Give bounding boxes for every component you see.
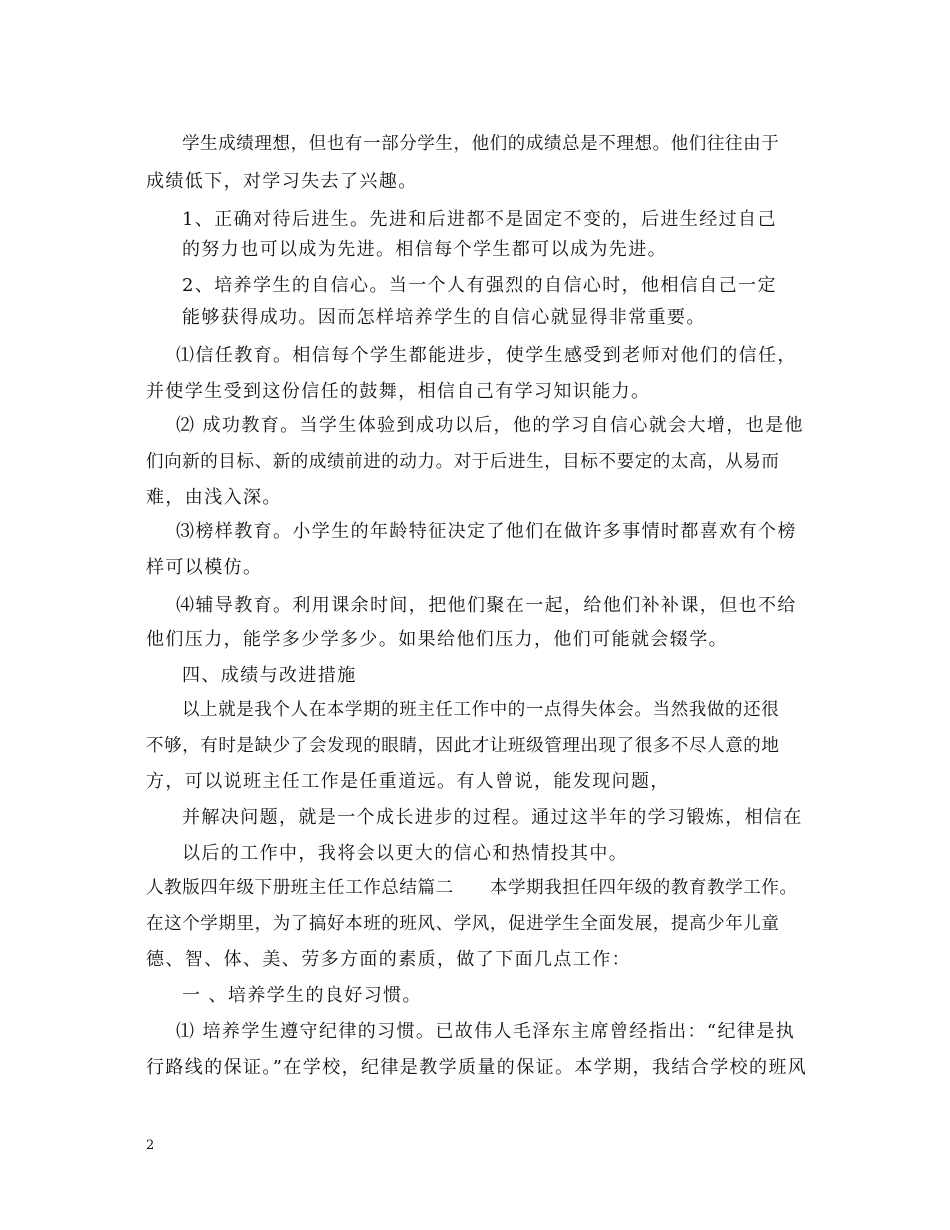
text-line: 成绩低下，对学习失去了兴趣。 [146, 171, 418, 192]
page-number: 2 [146, 1138, 155, 1153]
section-heading: 四、成绩与改进措施 [182, 665, 357, 686]
text-line: ⑷辅导教育。利用课余时间，把他们聚在一起，给他们补补课，但也不给 [176, 595, 797, 616]
text-line: 方，可以说班主任工作是任重道远。有人曾说，能发现问题， [146, 771, 670, 792]
text-line: 们向新的目标、新的成绩前进的动力。对于后进生，目标不要定的太高，从易而 [146, 452, 780, 472]
text-line: 并解决问题，就是一个成长进步的过程。通过这半年的学习锻炼，相信在 [182, 807, 803, 828]
text-line: 的努力也可以成为先进。相信每个学生都可以成为先进。 [182, 239, 667, 260]
text-line: 1、正确对待后进生。先进和后进都不是固定不变的，后进生经过自己 [182, 209, 777, 230]
text-line: ⑶榜样教育。小学生的年龄特征决定了他们在做许多事情时都喜欢有个榜 [176, 521, 797, 542]
text-line: 德、智、体、美、劳多方面的素质，做了下面几点工作： [146, 949, 631, 970]
text-line: 学生成绩理想，但也有一部分学生，他们的成绩总是不理想。他们往往由于 [182, 134, 780, 154]
text-line: 并使学生受到这份信任的鼓舞，相信自己有学习知识能力。 [146, 381, 651, 402]
text-line: 样可以模仿。 [146, 557, 263, 578]
text-line: ⑵ 成功教育。当学生体验到成功以后，他的学习自信心就会大增，也是他 [176, 415, 804, 436]
article-title-line: 人教版四年级下册班主任工作总结篇二 本学期我担任四年级的教育教学工作。 [146, 878, 798, 898]
text-line: ⑴信任教育。相信每个学生都能进步，使学生感受到老师对他们的信任， [176, 345, 797, 366]
text-line: 难，由浅入深。 [146, 487, 282, 508]
text-line: 以后的工作中，我将会以更大的信心和热情投其中。 [182, 843, 629, 864]
text-line: ⑴ 培养学生遵守纪律的习惯。已故伟人毛泽东主席曾经指出：“纪律是执 [176, 1021, 796, 1042]
text-line: 2、培养学生的自信心。当一个人有强烈的自信心时，他相信自己一定 [182, 275, 777, 296]
text-line: 行路线的保证。”在学校，纪律是教学质量的保证。本学期，我结合学校的班风 [146, 1057, 808, 1078]
text-line: 在这个学期里，为了搞好本班的班风、学风，促进学生全面发展，提高少年儿童 [146, 914, 780, 934]
section-heading: 一 、培养学生的良好习惯。 [182, 985, 422, 1006]
text-line: 以上就是我个人在本学期的班主任工作中的一点得失体会。当然我做的还很 [182, 700, 780, 720]
text-line: 能够获得成功。因而怎样培养学生的自信心就显得非常重要。 [182, 307, 706, 328]
text-line: 不够，有时是缺少了会发现的眼睛，因此才让班级管理出现了很多不尽人意的地 [146, 736, 780, 756]
text-line: 他们压力，能学多少学多少。如果给他们压力，他们可能就会辍学。 [146, 629, 728, 650]
